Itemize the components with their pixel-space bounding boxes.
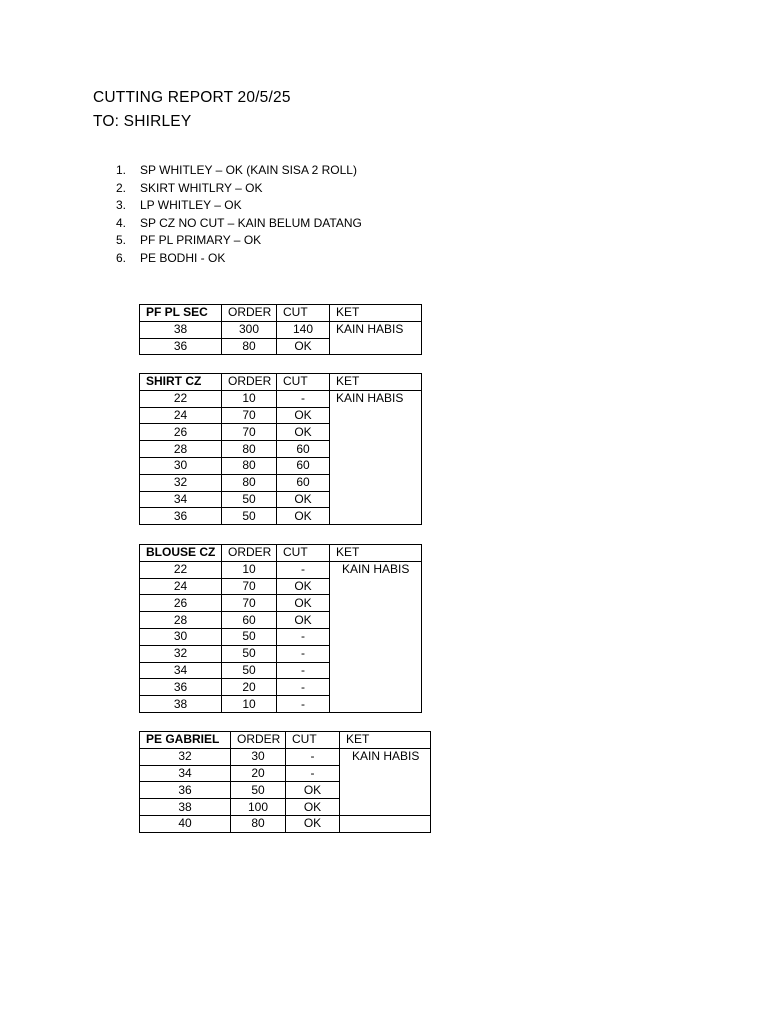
order-cell: 10 <box>222 390 277 407</box>
size-cell: 38 <box>140 696 222 713</box>
table-title: SHIRT CZ <box>140 374 222 391</box>
list-item <box>116 232 362 250</box>
empty-ket-cell <box>340 815 431 832</box>
size-cell: 36 <box>140 508 222 525</box>
order-cell: 20 <box>231 765 286 782</box>
status-list <box>116 162 362 267</box>
cut-cell: 140 <box>277 321 330 338</box>
order-cell: 80 <box>222 338 277 355</box>
list-item-number: 3. <box>116 198 127 212</box>
cut-cell: 60 <box>277 474 330 491</box>
cut-cell: OK <box>286 815 340 832</box>
cut-cell: 60 <box>277 441 330 458</box>
cut-cell: OK <box>277 407 330 424</box>
size-cell: 34 <box>140 662 222 679</box>
size-cell: 36 <box>140 338 222 355</box>
cut-cell: - <box>277 561 330 578</box>
column-header-ket: KET <box>330 374 422 391</box>
size-cell: 32 <box>140 645 222 662</box>
ket-cell: KAIN HABIS <box>330 390 422 524</box>
report-recipient: TO: SHIRLEY <box>93 113 192 130</box>
order-cell: 70 <box>222 424 277 441</box>
column-header-cut: CUT <box>277 545 330 562</box>
column-header-order: ORDER <box>231 732 286 749</box>
size-cell: 32 <box>140 474 222 491</box>
list-item <box>116 250 362 268</box>
list-item-text: SP WHITLEY – OK (KAIN SISA 2 ROLL) <box>140 163 357 177</box>
size-cell: 34 <box>140 491 222 508</box>
list-item <box>116 180 362 198</box>
list-item-number: 5. <box>116 233 127 247</box>
cut-cell: - <box>286 765 340 782</box>
order-cell: 70 <box>222 595 277 612</box>
table-row <box>140 321 422 338</box>
table-header-row <box>140 374 422 391</box>
table-header-row <box>140 305 422 322</box>
list-item <box>116 162 362 180</box>
order-cell: 80 <box>231 815 286 832</box>
table-title: PE GABRIEL <box>140 732 231 749</box>
order-cell: 10 <box>222 561 277 578</box>
cut-cell: - <box>277 390 330 407</box>
cut-cell: - <box>277 645 330 662</box>
size-cell: 26 <box>140 424 222 441</box>
table-title: BLOUSE CZ <box>140 545 222 562</box>
list-item-number: 2. <box>116 180 127 195</box>
cut-cell: OK <box>277 338 330 355</box>
size-cell: 34 <box>140 765 231 782</box>
order-cell: 50 <box>231 782 286 799</box>
size-cell: 38 <box>140 799 231 816</box>
cut-cell: OK <box>286 799 340 816</box>
size-cell: 24 <box>140 578 222 595</box>
list-item-text: PF PL PRIMARY – OK <box>140 233 262 247</box>
column-header-ket: KET <box>330 305 422 322</box>
list-item <box>116 197 362 215</box>
table-blouse-cz <box>139 544 422 713</box>
size-cell: 24 <box>140 407 222 424</box>
size-cell: 28 <box>140 441 222 458</box>
order-cell: 10 <box>222 696 277 713</box>
table-pe-gabriel <box>139 731 431 833</box>
cut-cell: OK <box>277 578 330 595</box>
list-item-number: 1. <box>116 163 127 177</box>
cut-cell: OK <box>277 612 330 629</box>
column-header-cut: CUT <box>286 732 340 749</box>
order-cell: 70 <box>222 407 277 424</box>
size-cell: 36 <box>140 782 231 799</box>
size-cell: 32 <box>140 748 231 765</box>
table-row <box>140 748 431 765</box>
table-row <box>140 561 422 578</box>
cut-cell: OK <box>277 508 330 525</box>
cut-cell: 60 <box>277 457 330 474</box>
ket-cell: KAIN HABIS <box>340 748 431 815</box>
order-cell: 80 <box>222 457 277 474</box>
size-cell: 26 <box>140 595 222 612</box>
column-header-order: ORDER <box>222 545 277 562</box>
cut-cell: OK <box>277 595 330 612</box>
cut-cell: - <box>286 748 340 765</box>
column-header-cut: CUT <box>277 374 330 391</box>
table-row <box>140 815 431 832</box>
order-cell: 80 <box>222 474 277 491</box>
size-cell: 40 <box>140 815 231 832</box>
size-cell: 30 <box>140 457 222 474</box>
cut-cell: - <box>277 662 330 679</box>
list-item-number: 4. <box>116 215 127 230</box>
table-title: PF PL SEC <box>140 305 222 322</box>
list-item-number: 6. <box>116 250 127 265</box>
order-cell: 80 <box>222 441 277 458</box>
list-item <box>116 215 362 233</box>
list-item-text: PE BODHI - OK <box>140 250 226 265</box>
order-cell: 50 <box>222 628 277 645</box>
list-item-text: LP WHITLEY – OK <box>140 198 242 212</box>
order-cell: 50 <box>222 491 277 508</box>
table-pf-pl-sec <box>139 304 422 355</box>
size-cell: 38 <box>140 321 222 338</box>
order-cell: 50 <box>222 508 277 525</box>
order-cell: 50 <box>222 645 277 662</box>
cut-cell: - <box>277 628 330 645</box>
ket-cell: KAIN HABIS <box>330 321 422 355</box>
list-item-text: SKIRT WHITLRY – OK <box>140 180 263 195</box>
size-cell: 36 <box>140 679 222 696</box>
table-header-row <box>140 732 431 749</box>
cut-cell: - <box>277 679 330 696</box>
order-cell: 60 <box>222 612 277 629</box>
cut-cell: OK <box>277 424 330 441</box>
order-cell: 300 <box>222 321 277 338</box>
size-cell: 22 <box>140 561 222 578</box>
order-cell: 20 <box>222 679 277 696</box>
column-header-order: ORDER <box>222 305 277 322</box>
cut-cell: OK <box>286 782 340 799</box>
column-header-ket: KET <box>330 545 422 562</box>
list-item-text: SP CZ NO CUT – KAIN BELUM DATANG <box>140 215 362 230</box>
size-cell: 22 <box>140 390 222 407</box>
column-header-order: ORDER <box>222 374 277 391</box>
order-cell: 100 <box>231 799 286 816</box>
table-shirt-cz <box>139 373 422 525</box>
order-cell: 50 <box>222 662 277 679</box>
ket-cell: KAIN HABIS <box>330 561 422 712</box>
column-header-cut: CUT <box>277 305 330 322</box>
column-header-ket: KET <box>340 732 431 749</box>
table-row <box>140 390 422 407</box>
report-title: CUTTING REPORT 20/5/25 <box>93 89 291 106</box>
size-cell: 28 <box>140 612 222 629</box>
order-cell: 30 <box>231 748 286 765</box>
order-cell: 70 <box>222 578 277 595</box>
table-header-row <box>140 545 422 562</box>
cut-cell: OK <box>277 491 330 508</box>
size-cell: 30 <box>140 628 222 645</box>
cut-cell: - <box>277 696 330 713</box>
